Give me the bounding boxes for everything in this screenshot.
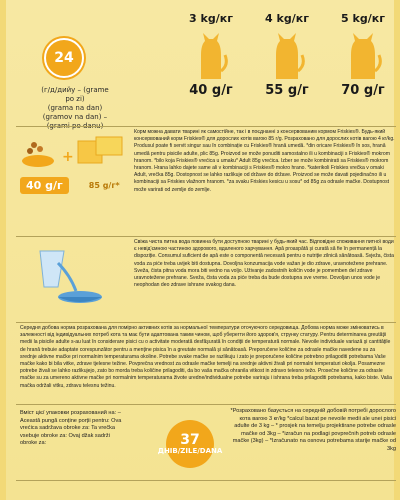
cat-column-3kg	[176, 12, 246, 98]
cat-weight-label: 3 kg/кг	[189, 12, 233, 25]
clock-legend-line: (г/д/дийу – (grame po zi)	[41, 86, 109, 103]
water-section	[16, 236, 396, 322]
clock-legend-line: (gramov na dan) – (grami po danu)	[42, 113, 108, 130]
wet-amount: 85 g/г*	[88, 181, 120, 190]
food-pouch-icon	[20, 135, 130, 175]
mixed-feeding-graphic	[20, 135, 130, 195]
mixed-feeding-text: Корм можна давати тварині як самостійне, так і в поєднанні з консервованим кормом Friskies®. Будь-який консервований корм Friskies® для дорослих котів вагою 85 г/g. Розраховано для дорослих котів вагою 4 кг/kg. Produsul poate fi servit singur sau în combinație cu Friskies® hrană umedă. *din oricare Friskies® în sos, hrană umedă pentru pisicile adulte, plic 85g. Proizvod se može ponuditi samostalno ili u kombinaciji s Friskies® mokrom hranom. *bilo koja Friskies® vrećica u umaku* Adult 85g vrećica. Izber se može kombinirati sa Friskies® mokrom hranom. Hrana lahko dajete same ali v kombinaciji s Friskies® mokro hrano. *katerikoli Friskies vrečka v omaki Adult, vrečka 85g. Dostopnost se lahko razlikuje od države do države. Proizvod se može davati pojedinačno ili u kombinaciji sa Friskies vlažnom hranom. *za svaku Friskies kesicu u sosu* od 85g za odrasle mačke. Dostupnost može varirati od zemlje do zemlje.	[134, 129, 395, 193]
seal-number: 37	[180, 432, 200, 448]
cat-icon	[343, 31, 383, 79]
cat-amount: 70 g/г	[341, 83, 385, 98]
pack-contents-text: Вміст цієї упаковки розрахований на: – Această pungă conține porții pentru: Ova vrećica sadržava obroke za: Ta vrečka vsebuje obroke za: Ovaj džak sadrži obroke za:	[20, 410, 122, 447]
feeding-chart	[16, 4, 396, 130]
water-text: Свіжа чиста питна вода повинна бути доступною тварині у будь-який час. Відповідне споживання питної води є невід'ємною частиною здорового, вдаленого харчування. Apă proaspătă și curată să fie în permanență la dispoziție. Consumul suficient de apă este o componentă necesară pentru o nutriție zilnică sănătoasă. Svježa, čista voda za piće treba uvijek biti dostupna. Dovoljna konzumacija vode važan je dio zdrave, uravnotežene prehrane. Sveža, čista pitna voda mora biti vedno na voljo. Uživanje zadostnih količin vode je pomemben del zdrave uravnotežene prehrane. Sveža, čista voda za piće treba da bude dostupna sve vreme. Dovoljan unos vode je neophodan deo zdrave ishrane svakog dana.	[134, 239, 394, 289]
mixed-amounts	[20, 177, 120, 194]
clock-legend	[36, 86, 114, 131]
mixed-feeding-section	[16, 126, 396, 236]
days-seal	[157, 420, 223, 468]
activity-note-text: Середня добова норма розрахована для помірно активних котів за нормальної температури оточуючого середовища. Добова норма може змінюватись в залежності від індивідуальних потреб кота та має бути адаптована таким чином, щоб уберегти його здоров'я, струнку статуру. Pentru determinarea greutăţii medii la pisicile adulte s-au luat în considerare pisici cu o activitate moderată desfăşurată în condiţii de temperatură normale. Nevoile individuale variază şi cantităţile de hrană trebuie adaptate corespunzător pentru a menţine pisica în a greutate normală şi sănătoasă. Preporučene količine za odrasle mačke navedene su za srednje aktivne mačke pri normalnim temperaturama okoline. Potrebe svake mačke se razlikuju i zato je preporučene količine potrebno prilagoditi potrebama Vaše mačke kako bi bila vitke, zdrave tjelesne težine. Povprečna vrednost za odrasle mačke temelji na srednje aktivni živali pri normalni temperaturi okolja. Posamezne potrebe živali se lahko razlikujejo, zato bo morda treba količine prilagoditi, da bo vaša mačka ohranila vitkost in zdravo telesno težo. Prosečne količine za odrasle mačke su za umereno aktivne mačke pri normalnim temperaturama živote uredne/individualne potrebe variraju i ishrana treba prilagoditi potrebama, kako biste. Vaša mačka održali vitku, zdravu telesnu težinu.	[20, 325, 392, 389]
cat-weight-label: 4 kg/кг	[265, 12, 309, 25]
cat-amount: 40 g/г	[189, 83, 233, 98]
cat-weight-columns	[176, 12, 400, 122]
dry-amount-badge: 40 g/г	[20, 177, 69, 194]
activity-note-section	[16, 322, 396, 402]
cat-column-5kg	[328, 12, 398, 98]
clock-legend-line: (grama na dan)	[47, 104, 103, 112]
cat-icon	[191, 31, 231, 79]
clock-label: 24	[54, 50, 74, 66]
calculation-note-text: *Розраховано базується на середній добовій потребі дорослого кота вагою 3 кг/kg *calcul bazat pe nevoile medii ale unei pisici adulte de 3 kg – * prosjek na temelju projektirane potrebe odrasle mačke od 3kg – *izračun na podlagi povprečnih potreb odrasle mačke (3kg) – *Izračunato na osnovu potrebama starije mačke od 3kg	[230, 408, 396, 452]
svg-text:+: +	[62, 149, 74, 165]
cat-icon	[267, 31, 307, 79]
water-graphic	[20, 247, 120, 307]
cat-weight-label: 5 kg/кг	[341, 12, 385, 25]
bottom-divider	[16, 404, 396, 405]
cat-column-4kg	[252, 12, 322, 98]
water-bowl-icon	[20, 247, 120, 307]
seal-text: ДНІВ/ZILE/DANA	[157, 447, 223, 455]
clock-24h-icon	[44, 38, 84, 78]
bottom-strip	[16, 480, 396, 494]
cat-amount: 55 g/г	[265, 83, 309, 98]
